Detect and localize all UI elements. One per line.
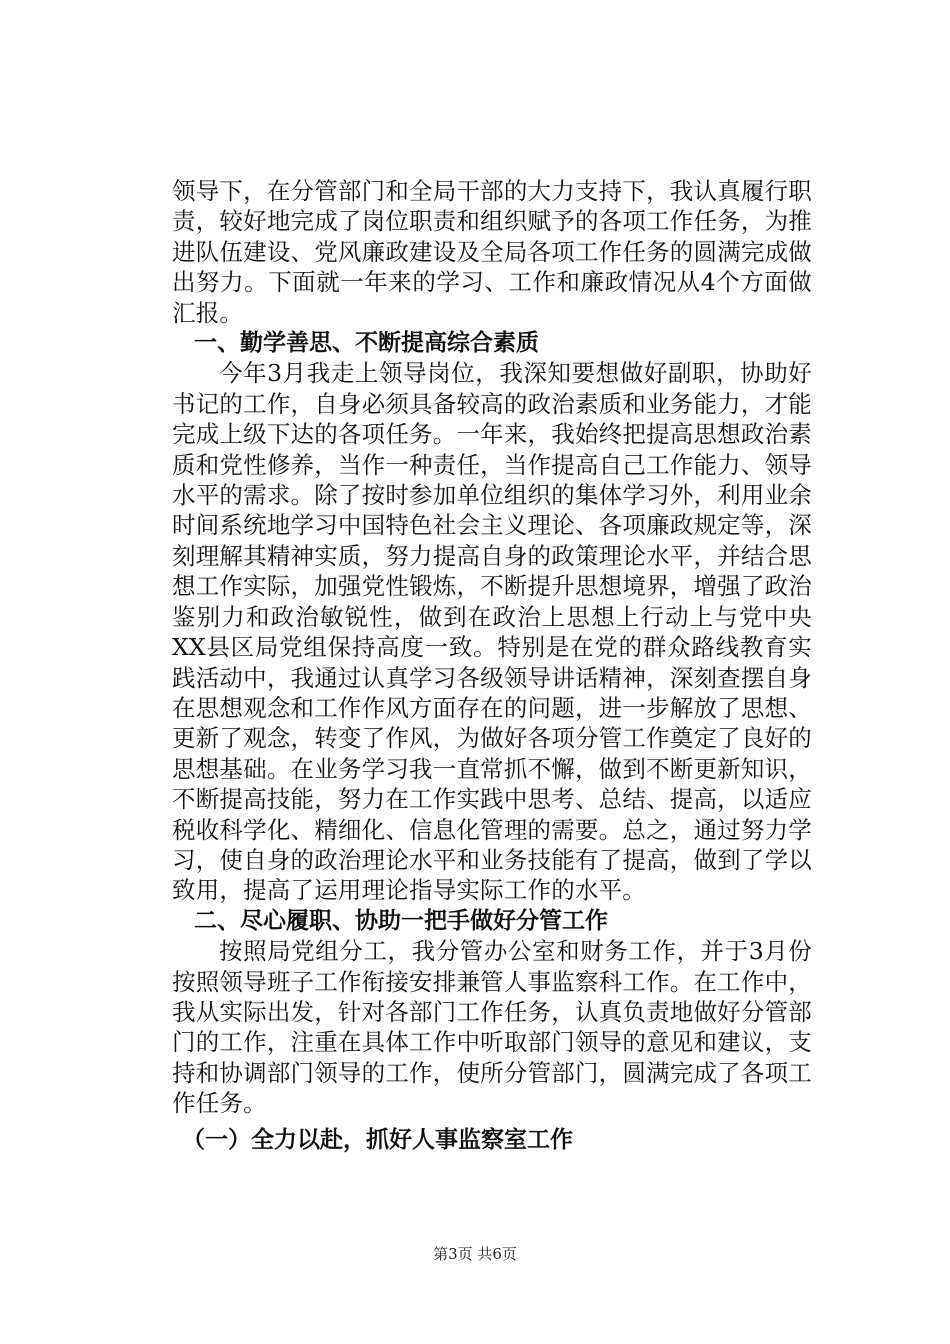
subsection-heading-1: （一）全力以赴，抓好人事监察室工作 bbox=[182, 1126, 573, 1153]
paragraph-study: 今年3月我走上领导岗位，我深知要想做好副职，协助好书记的工作，自身必须具备较高的政治素质和业务能力，才能完成上级下达的各项任务。一年来，我始终把提高思想政治素质和党性修养，当作一种责任，当作提高自己工作能力、领导水平的需求。除了按时参加单位组织的集体学习外，利用业余时间系统地学习中国特色社会主义理论、各项廉政规定等，深刻理解其精神实质，努力提高自身的政策理论水平，并结合思想工作实际，加强党性锻炼，不断提升思想境界，增强了政治鉴别力和政治敏锐性，做到在政治上思想上行动上与党中央XX县区局党组保持高度一致。特别是在党的群众路线教育实践活动中，我通过认真学习各级领导讲话精神，深刻查摆自身在思想观念和工作作风方面存在的问题，进一步解放了思想、更新了观念，转变了作风，为做好各项分管工作奠定了良好的思想基础。在业务学习我一直常抓不懈，做到不断更新知识，不断提高技能，努力在工作实践中思考、总结、提高，以适应税收科学化、精细化、信息化管理的需要。总之，通过努力学习，使自身的政治理论水平和业务技能有了提高，做到了学以致用，提高了运用理论指导实际工作的水平。 bbox=[172, 359, 812, 905]
page-footer bbox=[0, 1244, 950, 1264]
paragraph-duties: 按照局党组分工，我分管办公室和财务工作，并于3月份按照领导班子工作衔接安排兼管人事监察科工作。在工作中，我从实际出发，针对各部门工作任务，认真负责地做好分管部门的工作，注重在具体工作中听取部门领导的意见和建议，支持和协调部门领导的工作，使所分管部门，圆满完成了各项工作任务。 bbox=[172, 937, 812, 1118]
section-heading-1: 一、勤学善思、不断提高综合素质 bbox=[194, 330, 539, 357]
page-number-label: 第3页 共6页 bbox=[433, 1245, 517, 1263]
paragraph-intro-continuation: 领导下，在分管部门和全局干部的大力支持下，我认真履行职责，较好地完成了岗位职责和组织赋予的各项工作任务，为推进队伍建设、党风廉政建设及全局各项工作任务的圆满完成做出努力。下面就一年来的学习、工作和廉政情况从4个方面做汇报。 bbox=[172, 177, 812, 327]
document-body bbox=[172, 176, 812, 1155]
section-heading-2: 二、尽心履职、协助一把手做好分管工作 bbox=[194, 907, 608, 934]
